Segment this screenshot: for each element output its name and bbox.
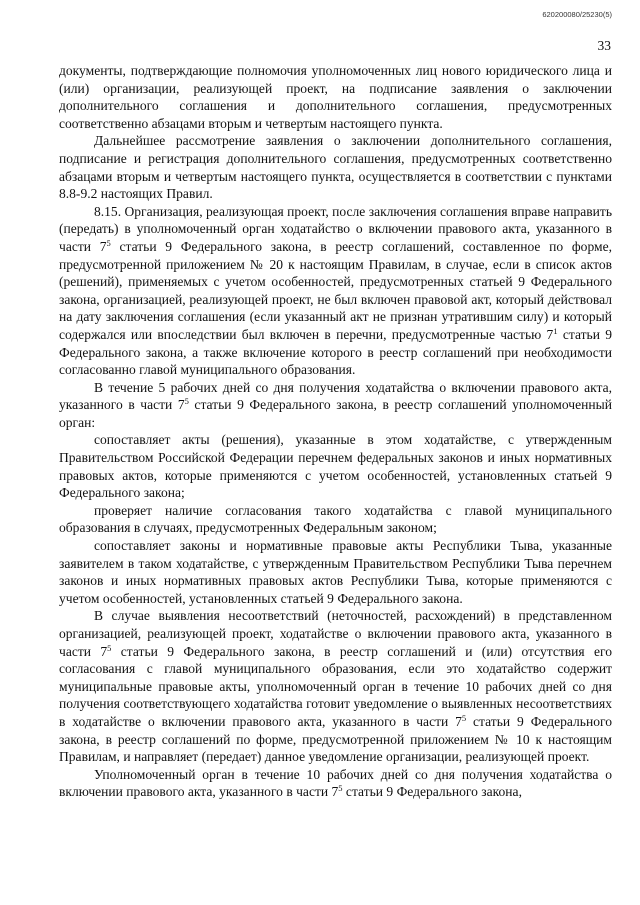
paragraph-text: В случае выявления несоответствий (неточностей, расхождений) в представленном организацией, реализующей проект, ходатайстве о включении правового акта, указанного в части 7 — [59, 608, 612, 659]
superscript: 5 — [106, 237, 111, 248]
paragraph — [59, 502, 612, 537]
superscript: 5 — [461, 712, 467, 723]
superscript: 5 — [107, 642, 112, 653]
paragraph-text: статьи 9 Федерального закона, — [342, 784, 522, 800]
document-code: 620200080/25230(5) — [542, 10, 612, 19]
paragraph — [59, 431, 612, 501]
paragraph-text: 8.15. Организация, реализующая проект, после заключения соглашения вправе направить (передать) в уполномоченный орган ходатайство о включении правового акта, указанного в части 7 — [59, 203, 612, 254]
page-number: 33 — [597, 38, 611, 53]
paragraph-text: Уполномоченный орган в течение 10 рабочих дней со дня получения ходатайства о включении правового акта, указанного в части 7 — [59, 766, 612, 800]
paragraph-text: статьи 9 Федерального закона, в реестр соглашений уполномоченный орган: — [59, 397, 612, 430]
paragraph-text: Дальнейшее рассмотрение заявления о заключении дополнительного соглашения, подписание и регистрация дополнительного соглашения, предусмотренных соответственно абзацами вторым и четвертым настоящего пункта, осуществляется в соответствии с пунктами 8.8-9.2 настоящих Правил. — [59, 133, 612, 202]
paragraph — [59, 607, 612, 765]
paragraph-text: сопоставляет акты (решения), указанные в этом ходатайстве, с утвержденным Правительством Российской Федерации перечнем федеральных законов и иных нормативных правовых актов, которые применяются с учетом особенностей, установленных статьей 9 Федерального закона; — [59, 432, 612, 501]
paragraph-text: сопоставляет законы и нормативные правовые акты Республики Тыва, указанные заявителем в таком ходатайстве, с утвержденным Правительством Республики Тыва перечнем законов и иных нормативных правовых актов Республики Тыва, которые применяются с учетом особенностей, установленных статьей 9 Федерального закона. — [59, 538, 612, 606]
superscript: 5 — [338, 783, 343, 794]
paragraph-text: проверяет наличие согласования такого ходатайства с главой муниципального образования в случаях, предусмотренных Федеральным законом; — [59, 502, 612, 536]
paragraph — [59, 203, 612, 379]
superscript: 1 — [553, 325, 558, 336]
paragraph — [59, 132, 612, 202]
paragraph — [59, 62, 612, 132]
paragraph-text: статьи 9 Федерального закона, а также включение которого в реестр соглашений при необходимости согласованно главой муниципального образования. — [59, 326, 612, 378]
superscript: 5 — [184, 396, 189, 407]
paragraph-text: статьи 9 Федерального закона, в реестр соглашений, составленное по форме, предусмотренной приложением № 20 к настоящим Правилам, в случае, если в список актов (решений), применяемых с учетом особенностей, предусмотренных статьей 9 Федерального закона, организацией, реализующей проект, не был включен правовой акт, который действовал на дату заключения соглашения (если указанный акт не признан утратившим силу) и который содержался или впоследствии был включен в перечни, предусмотренные частью 7 — [59, 238, 612, 342]
paragraph-text: статьи 9 Федерального закона, в реестр соглашений и (или) отсутствия его согласования с главой муниципального образования, если это ходатайство содержит муниципальные правовые акты, уполномоченный орган в течение 10 рабочих дней со дня получения соответствующего ходатайства готовит уведомление о выявленных несоответствиях в ходатайстве о включении правового акта, указанного в части 7 — [59, 643, 612, 729]
paragraph-text: документы, подтверждающие полномочия уполномоченных лиц нового юридического лица и (или) организации, реализующей проект, на подписание заявления о заключении дополнительного соглашения и дополнительного соглашения, предусмотренных соответственно абзацами вторым и четвертым настоящего пункта. — [59, 63, 612, 131]
paragraph — [59, 537, 612, 607]
paragraph — [59, 766, 612, 801]
paragraph-text: статьи 9 Федерального закона, в реестр соглашений по форме, предусмотренной приложением № 10 к настоящим Правилам, и направляет (передает) данное уведомление организации, реализующей проект. — [59, 713, 612, 765]
document-body — [59, 62, 612, 801]
paragraph — [59, 379, 612, 432]
paragraph-text: В течение 5 рабочих дней со дня получения ходатайства о включении правового акта, указанного в части 7 — [59, 379, 612, 413]
